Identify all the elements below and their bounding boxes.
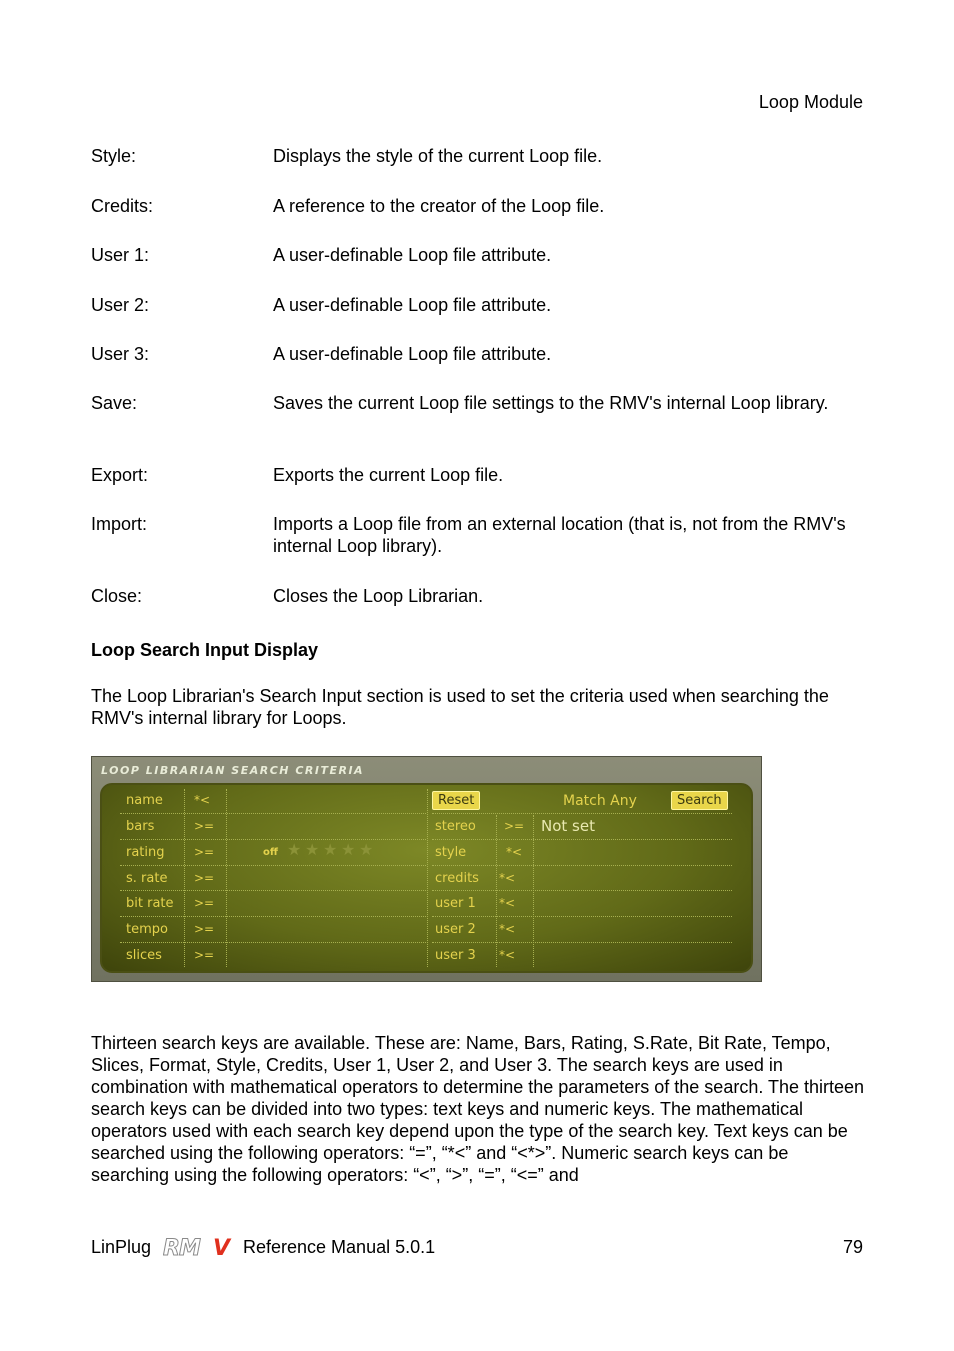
search-button[interactable]: Search <box>671 791 728 810</box>
search-key-tempo[interactable]: tempo <box>126 922 168 937</box>
operator-tempo[interactable]: >= <box>194 922 215 936</box>
rating-star-icon[interactable]: ★ <box>305 842 320 859</box>
search-key-style[interactable]: style <box>435 845 467 860</box>
row-divider <box>120 865 426 866</box>
stereo-value[interactable]: Not set <box>541 817 595 835</box>
operator-style[interactable]: *< <box>506 845 523 859</box>
operator-user-2[interactable]: *< <box>499 922 516 936</box>
definition-term: User 3: <box>91 344 150 364</box>
svg-text:RM: RM <box>163 1238 200 1257</box>
row-divider <box>432 916 732 917</box>
rating-star-icon[interactable]: ★ <box>323 842 338 859</box>
operator-name[interactable]: *< <box>194 793 211 807</box>
definition-term: Credits: <box>91 196 154 216</box>
rating-star-icon[interactable]: ★ <box>287 842 302 859</box>
rmv-logo <box>163 1238 239 1257</box>
definition-desc: A user-definable Loop file attribute. <box>273 295 552 315</box>
row-divider <box>120 839 426 840</box>
search-criteria-panel <box>91 756 762 982</box>
row-divider <box>120 813 426 814</box>
row-divider <box>432 813 732 814</box>
definition-desc: Saves the current Loop file settings to the RMV's internal Loop library. <box>273 393 829 413</box>
operator-user-1[interactable]: *< <box>499 896 516 910</box>
body-paragraph: Thirteen search keys are available. These are: Name, Bars, Rating, S.Rate, Bit Rate, Tempo, Slices, Format, Style, Credits, User 1, User 2, and User 3. The search keys are used in combination with mathematical operators to determine the parameters of the search. The thirteen search keys can be divided into two types: text keys and numeric keys. The mathematical operators used with each search key depend upon the type of the search key. Text keys can be searched using the following operators: “=”, “*<” and “<*>”. Numeric search keys can be searching using the following operators: “<”, “>”, “=”, “<=” and <box>91 1033 865 1185</box>
definition-desc: A user-definable Loop file attribute. <box>273 344 552 364</box>
search-key-bit-rate[interactable]: bit rate <box>126 896 174 911</box>
row-divider <box>120 942 426 943</box>
operator-slices[interactable]: >= <box>194 948 215 962</box>
definition-term: Close: <box>91 586 143 606</box>
definition-term: Save: <box>91 393 138 413</box>
section-title: Loop Search Input Display <box>91 640 319 660</box>
operator-bars[interactable]: >= <box>194 819 215 833</box>
search-key-rating[interactable]: rating <box>126 845 165 860</box>
operator-stereo[interactable]: >= <box>504 819 525 833</box>
operator-bit-rate[interactable]: >= <box>194 896 215 910</box>
operator-credits[interactable]: *< <box>499 871 516 885</box>
column-divider <box>496 815 497 967</box>
column-divider <box>427 789 428 967</box>
definition-desc: Closes the Loop Librarian. <box>273 586 484 606</box>
rating-star-icon[interactable]: ★ <box>359 842 374 859</box>
search-key-user-3[interactable]: user 3 <box>435 948 476 963</box>
row-divider <box>120 890 426 891</box>
row-divider <box>432 865 732 866</box>
search-key-bars[interactable]: bars <box>126 819 155 834</box>
row-divider <box>432 942 732 943</box>
definition-desc: Exports the current Loop file. <box>273 465 504 485</box>
rating-star-icon[interactable]: ★ <box>341 842 356 859</box>
match-any-toggle[interactable]: Match Any <box>563 793 637 809</box>
search-key-name[interactable]: name <box>126 793 163 808</box>
logo-letter-v: V <box>213 1238 230 1257</box>
column-divider <box>226 789 227 967</box>
operator-rating[interactable]: >= <box>194 845 215 859</box>
search-key-user-1[interactable]: user 1 <box>435 896 476 911</box>
footer-manual-title: Reference Manual 5.0.1 <box>243 1237 436 1257</box>
definition-desc: Imports a Loop file from an external location (that is, not from the RMV's internal Loop library). <box>273 514 846 556</box>
intro-paragraph: The Loop Librarian's Search Input section is used to set the criteria used when searching the RMV's internal library for Loops. <box>91 686 829 728</box>
column-divider <box>533 815 534 967</box>
definition-term: Import: <box>91 514 148 534</box>
definition-term: Style: <box>91 146 137 166</box>
running-head: Loop Module <box>758 92 863 112</box>
row-divider <box>120 916 426 917</box>
definition-desc: A reference to the creator of the Loop file. <box>273 196 605 216</box>
definition-term: Export: <box>91 465 149 485</box>
column-divider <box>184 789 185 967</box>
page-footer <box>91 1236 863 1260</box>
panel-title: LOOP LIBRARIAN SEARCH CRITERIA <box>101 764 365 777</box>
operator-s-rate[interactable]: >= <box>194 871 215 885</box>
search-key-slices[interactable]: slices <box>126 948 162 963</box>
search-key-stereo[interactable]: stereo <box>435 819 476 834</box>
row-divider <box>432 890 732 891</box>
search-key-s-rate[interactable]: s. rate <box>126 871 168 886</box>
search-criteria-grid <box>100 783 753 973</box>
operator-user-3[interactable]: *< <box>499 948 516 962</box>
definition-term: User 1: <box>91 245 150 265</box>
rating-off-label: off <box>263 847 278 858</box>
footer-brand: LinPlug <box>91 1237 152 1257</box>
row-divider <box>432 839 732 840</box>
definition-term: User 2: <box>91 295 150 315</box>
definition-desc: Displays the style of the current Loop file. <box>273 146 603 166</box>
reset-button[interactable]: Reset <box>432 791 480 810</box>
search-key-credits[interactable]: credits <box>435 871 479 886</box>
definition-desc: A user-definable Loop file attribute. <box>273 245 552 265</box>
page-number: 79 <box>842 1237 863 1257</box>
search-key-user-2[interactable]: user 2 <box>435 922 476 937</box>
